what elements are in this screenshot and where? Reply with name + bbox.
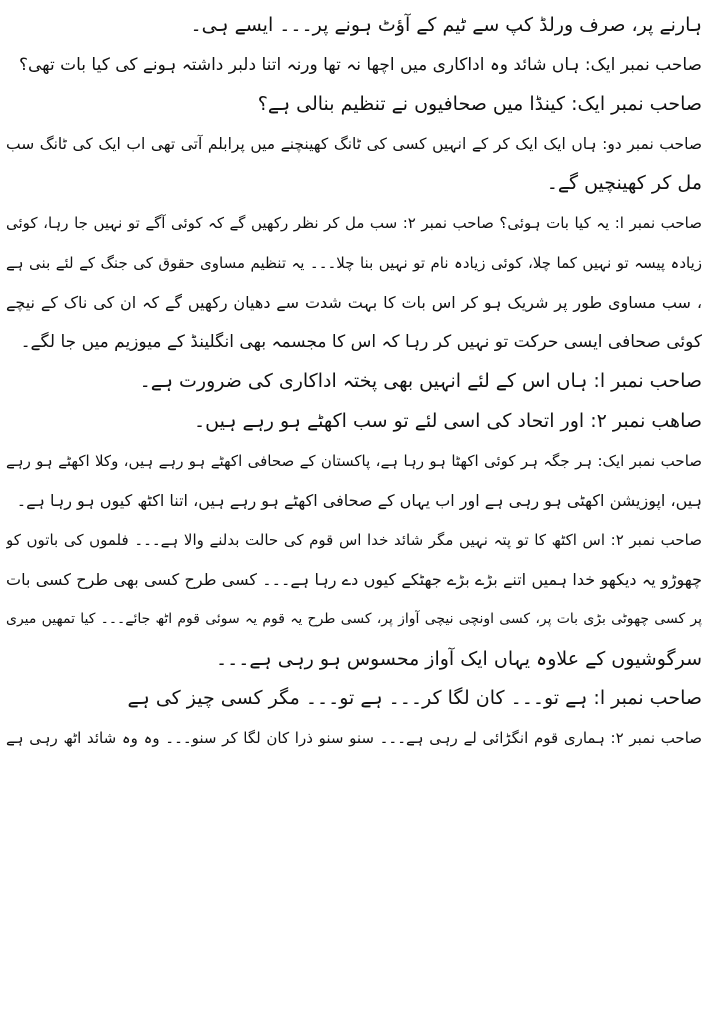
text-line: صاحب نمبر ا: ہاں اس کے لئے انہیں بھی پختہ اداکاری کی ضرورت ہے۔	[139, 370, 702, 393]
text-line: ہیں، اپوزیشن اکھٹی ہو رہی ہے اور اب یہاں کے صحافی اکھٹے ہو رہے ہیں، اتنا اکٹھ کیوں ہو رہا ہے۔	[16, 491, 702, 511]
text-line: صاحب نمبر ا: یہ کیا بات ہوئی؟ صاحب نمبر ۲: سب مل کر نظر رکھیں گے کہ کوئی آگے تو نہیں جا رہا، کوئی	[6, 213, 702, 232]
text-line: صاحب نمبر دو: ہاں ایک ایک کر کے انہیں کسی کی ٹانگ کھینچنے میں پرابلم آتی تھی اب ایک کی ٹانگ سب	[6, 134, 702, 153]
text-line: ہارنے پر، صرف ورلڈ کپ سے ٹیم کے آؤٹ ہونے پر۔۔۔ ایسے ہی۔	[190, 14, 702, 36]
text-line: سرگوشیوں کے علاوہ یہاں ایک آواز محسوس ہو رہی ہے۔۔۔	[215, 647, 702, 670]
text-line: کوئی صحافی ایسی حرکت تو نہیں کر رہا کہ اس کا مجسمہ بھی انگلینڈ کے میوزیم میں جا لگے۔	[20, 331, 702, 352]
text-line: صاحب نمبر ایک: ہر جگہ ہر کوئی اکھٹا ہو رہا ہے، پاکستان کے صحافی اکھٹے ہو رہے ہیں، وکلا اکھٹے ہو رہے	[6, 451, 702, 470]
text-line: صاحب نمبر ۲: اس اکٹھ کا تو پتہ نہیں مگر شائد خدا اس قوم کی حالت بدلنے والا ہے۔۔۔ فلموں کی باتوں کو	[6, 530, 702, 549]
text-line: صاحب نمبر ا: ہے تو۔۔۔ کان لگا کر۔۔۔ ہے تو۔۔۔ مگر کسی چیز کی ہے	[127, 687, 702, 710]
text-line: صاحب نمبر ایک: کینڈا میں صحافیوں نے تنظیم بنالی ہے؟	[257, 93, 702, 116]
text-line: صاحب نمبر ۲: ہماری قوم انگڑائی لے رہی ہے۔۔۔ سنو سنو ذرا کان لگا کر سنو۔۔۔ وہ وہ شائد اٹھ رہی ہے	[6, 728, 702, 747]
text-line: زیادہ پیسہ تو نہیں کما چلا، کوئی زیادہ نام تو نہیں بنا چلا۔۔۔ یہ تنظیم مساوی حقوق کی جنگ کے لئے بنی ہے	[6, 253, 702, 272]
text-line: صاحب نمبر ایک: ہاں شائد وہ اداکاری میں اچھا نہ تھا ورنہ اتنا دلبر داشتہ ہونے کی کیا بات تھی؟	[18, 54, 702, 75]
text-line: پر کسی چھوٹی بڑی بات پر، کسی اونچی نیچی آواز پر، کسی طرح یہ قوم یہ سوئی قوم اٹھ جائے۔۔۔ کیا تمھیں میری	[6, 610, 702, 627]
text-line: مل کر کھینچیں گے۔	[546, 172, 702, 195]
text-line: ، سب مساوی طور پر شریک ہو کر اس بات کا بہت شدت سے دھیان رکھیں گے کہ ان کی ناک کے نیچے	[6, 293, 702, 313]
text-line: صاھب نمبر ۲: اور اتحاد کی اسی لئے تو سب اکھٹے ہو رہے ہیں۔	[194, 409, 702, 432]
text-line: چھوڑو یہ دیکھو خدا ہمیں اتنے بڑے بڑے جھٹکے کیوں دے رہا ہے۔۔۔ کسی طرح کسی بھی طرح کسی بات	[6, 570, 702, 590]
